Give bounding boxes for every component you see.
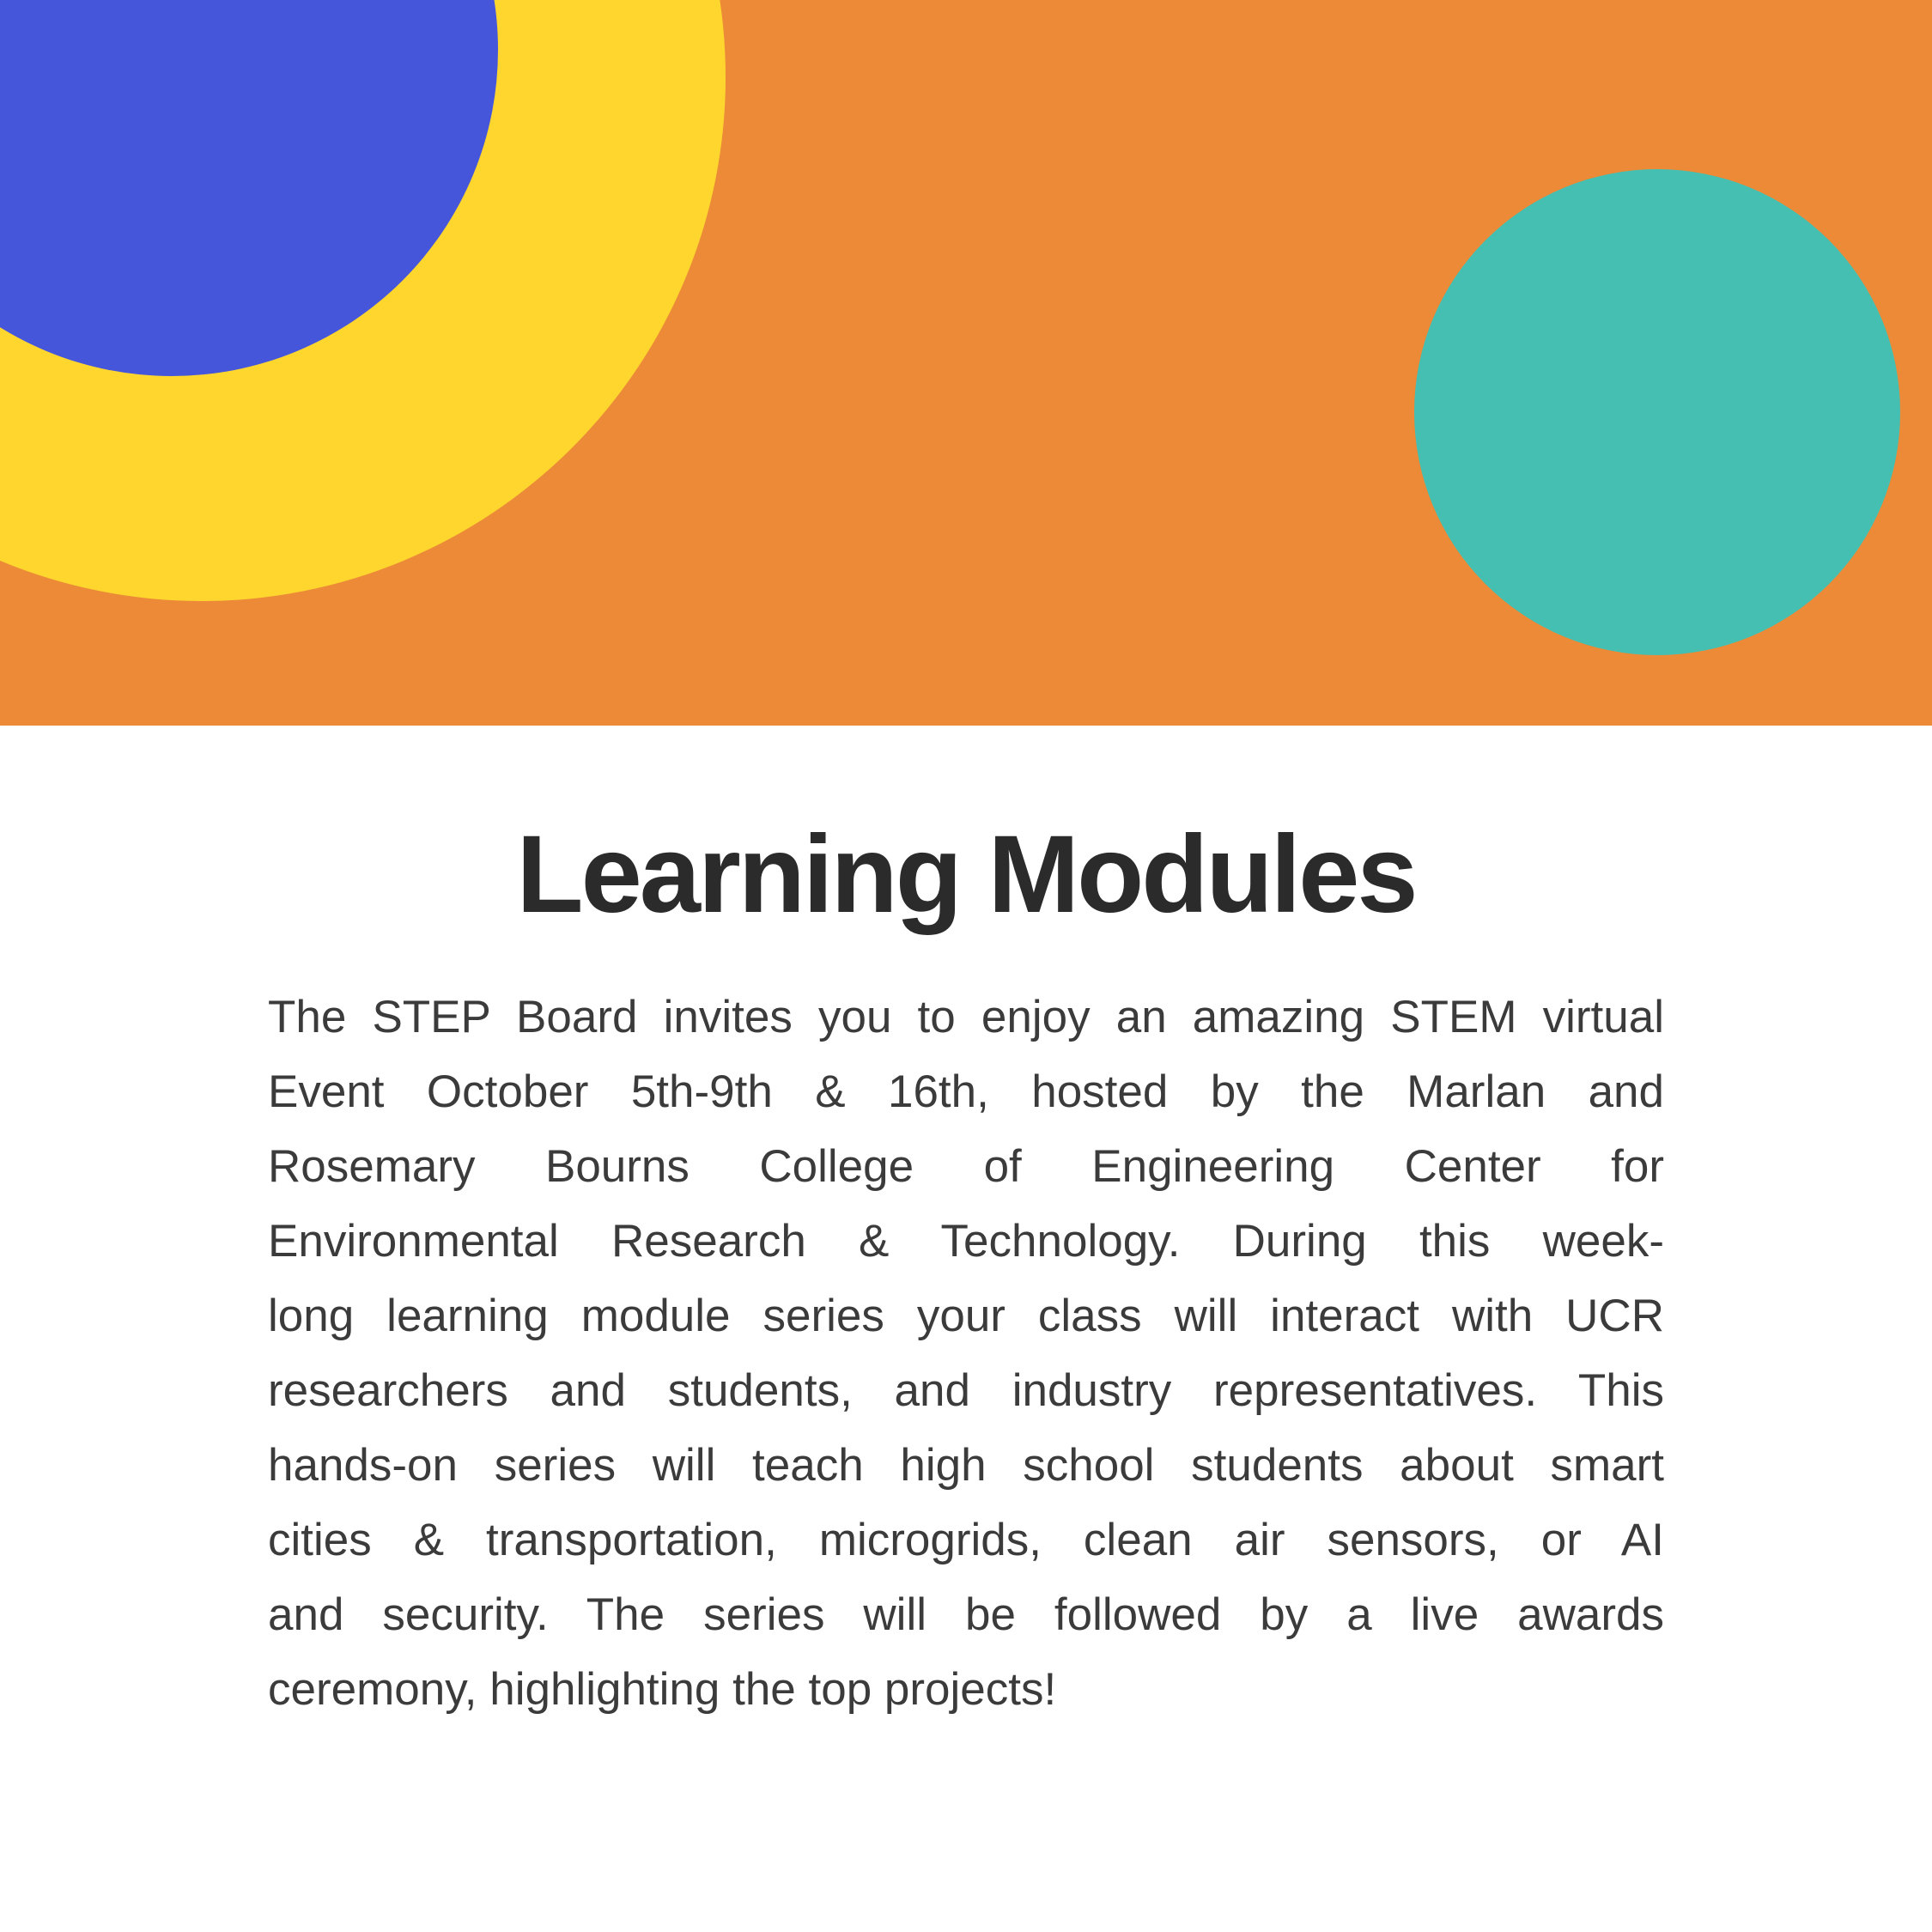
content-area xyxy=(0,813,1932,1727)
page-title: Learning Modules xyxy=(516,813,1416,936)
paragraph-line: Environmental Research & Technology. During this week- xyxy=(268,1216,1664,1267)
paragraph-line: hands-on series will teach high school students about smart xyxy=(268,1440,1664,1491)
paragraph-line: and security. The series will be followed by a live awards xyxy=(268,1589,1664,1640)
teal-circle-shape xyxy=(1414,169,1900,655)
paragraph-line: ceremony, highlighting the top projects! xyxy=(268,1664,1057,1715)
paragraph-line: The STEP Board invites you to enjoy an amazing STEM virtual xyxy=(268,992,1664,1042)
paragraph-line: Rosemary Bourns College of Engineering Center for xyxy=(268,1141,1664,1192)
paragraph-line: Event October 5th-9th & 16th, hosted by the Marlan and xyxy=(268,1066,1664,1117)
paragraph-line: researchers and students, and industry representatives. This xyxy=(268,1365,1664,1416)
paragraph-line: cities & transportation, microgrids, clean air sensors, or AI xyxy=(268,1515,1664,1565)
decorative-banner xyxy=(0,0,1932,726)
paragraph-line: long learning module series your class will interact with UCR xyxy=(268,1291,1664,1341)
description-paragraph xyxy=(268,980,1664,1727)
